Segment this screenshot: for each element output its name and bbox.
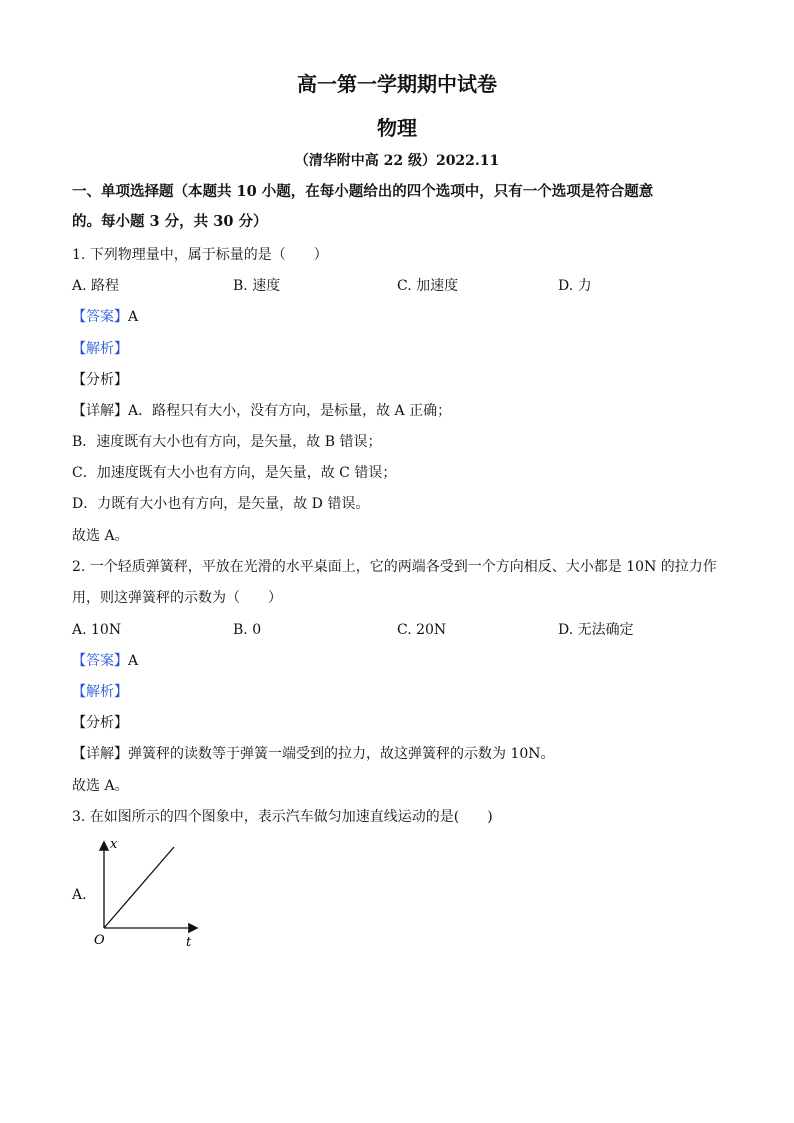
q2-option-d: D. 无法确定	[558, 622, 634, 638]
q1-answer-line	[72, 308, 138, 326]
q2-detail: 弹簧秤的读数等于弹簧一端受到的拉力，故这弹簧秤的示数为 10N。	[128, 746, 555, 762]
exam-title: 高一第一学期期中试卷	[297, 72, 497, 96]
detail-tag: 【详解】	[72, 746, 128, 762]
x-axis-label: t	[186, 935, 192, 950]
y-axis-label: x	[110, 837, 118, 852]
q2-answer: A	[128, 653, 139, 669]
q2-fenxi-tag: 【分析】	[72, 715, 128, 731]
q2-conclusion: 故选 A。	[72, 778, 129, 794]
q1-fenxi-tag: 【分析】	[72, 372, 128, 388]
q1-option-b: B. 速度	[233, 278, 281, 294]
q1-detail-c: C．加速度既有大小也有方向，是矢量，故 C 错误；	[72, 465, 397, 481]
answer-tag: 【答案】	[72, 309, 128, 325]
q1-detail-b: B．速度既有大小也有方向，是矢量，故 B 错误；	[72, 434, 382, 450]
subject-title: 物理	[377, 116, 417, 140]
q3-option-a-label: A.	[72, 887, 87, 903]
answer-tag: 【答案】	[72, 653, 128, 669]
q1-detail-a: A．路程只有大小，没有方向，是标量，故 A 正确；	[128, 403, 452, 419]
q2-detail-line	[72, 745, 555, 763]
origin-label: O	[94, 933, 105, 948]
q2-answer-line	[72, 652, 138, 670]
graph-line	[104, 847, 174, 928]
q1-stem: 1. 下列物理量中，属于标量的是（ ）	[72, 247, 328, 263]
q1-answer: A	[128, 309, 139, 325]
q2-stem-line1: 2. 一个轻质弹簧秤，平放在光滑的水平桌面上，它的两端各受到一个方向相反、大小都是 10N 的拉力作	[72, 559, 717, 575]
q2-analysis-tag: 【解析】	[72, 684, 128, 700]
q2-option-b: B. 0	[233, 622, 262, 638]
q1-option-c: C. 加速度	[397, 278, 459, 294]
section-heading-line1: 一、单项选择题（本题共 10 小题，在每小题给出的四个选项中，只有一个选项是符合题意	[72, 183, 654, 200]
q2-stem-line2: 用，则这弹簧秤的示数为（ ）	[72, 590, 282, 606]
q1-option-d: D. 力	[558, 278, 592, 294]
q3-stem: 3. 在如图所示的四个图象中，表示汽车做匀加速直线运动的是( )	[72, 809, 493, 825]
section-heading-line2: 的。每小题 3 分，共 30 分）	[72, 213, 268, 230]
q2-option-a: A. 10N	[72, 622, 122, 638]
exam-meta: （清华附中高 22 级）2022.11	[294, 153, 500, 169]
q3-graph-a	[88, 835, 218, 950]
q1-option-a: A. 路程	[72, 278, 120, 294]
detail-tag: 【详解】	[72, 403, 128, 419]
q1-conclusion: 故选 A。	[72, 528, 129, 544]
q1-analysis-tag: 【解析】	[72, 341, 128, 357]
q2-option-c: C. 20N	[397, 622, 447, 638]
q1-detail-d: D．力既有大小也有方向，是矢量，故 D 错误。	[72, 496, 370, 512]
q1-detail-line1	[72, 402, 451, 420]
